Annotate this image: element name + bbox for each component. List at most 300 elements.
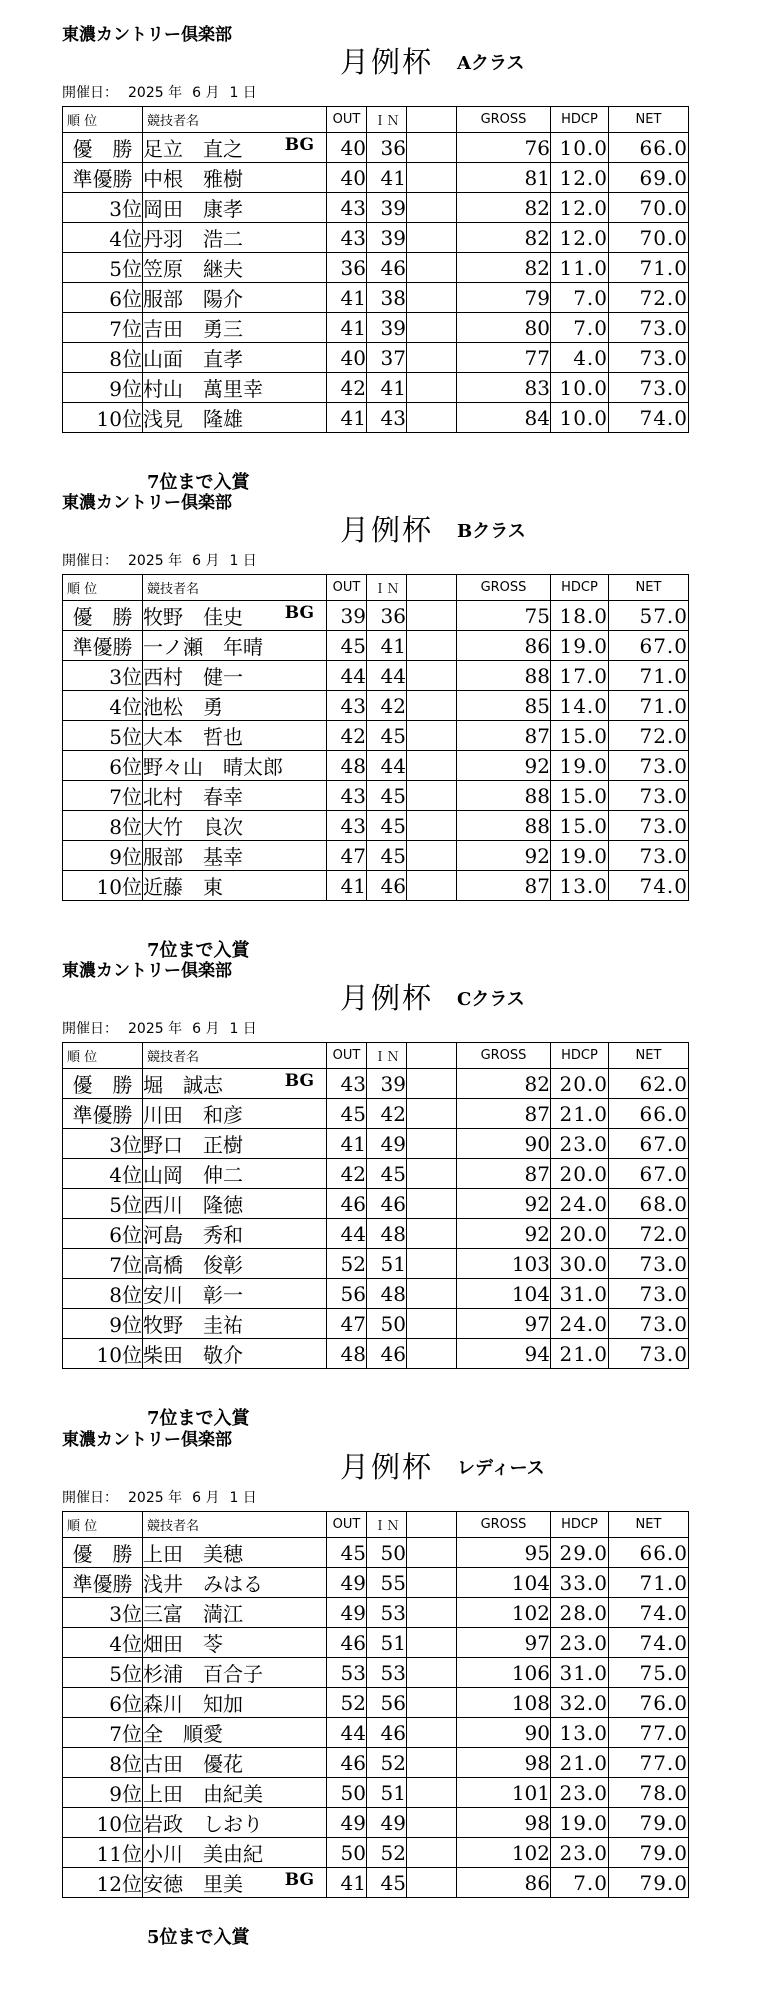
out-score-cell: 44 xyxy=(327,1718,367,1748)
player-name: 上田 由紀美 xyxy=(143,1782,263,1806)
out-score-cell: 47 xyxy=(327,841,367,871)
blank-cell xyxy=(407,1309,457,1339)
in-score-cell: 51 xyxy=(367,1778,407,1808)
column-header-blank xyxy=(407,1043,457,1069)
net-cell: 74.0 xyxy=(609,1628,689,1658)
rank-cell: 6位 xyxy=(63,283,143,313)
player-name: 大本 哲也 xyxy=(143,725,243,749)
tournament-title: 月例杯 xyxy=(340,45,434,79)
table-header-row xyxy=(63,107,689,133)
blank-cell xyxy=(407,193,457,223)
date-day: 1 日 xyxy=(229,85,257,101)
player-name: 山岡 伸二 xyxy=(143,1163,243,1187)
results-table xyxy=(62,106,689,433)
blank-cell xyxy=(407,691,457,721)
date-month: 6 月 xyxy=(192,85,220,101)
player-name-cell xyxy=(143,1249,327,1279)
rank-cell: 7位 xyxy=(63,1249,143,1279)
in-score-cell: 44 xyxy=(367,661,407,691)
gross-cell: 75 xyxy=(457,601,551,631)
rank-cell: 7位 xyxy=(63,1718,143,1748)
gross-cell: 81 xyxy=(457,163,551,193)
event-date xyxy=(62,1487,267,1507)
player-name: 川田 和彦 xyxy=(143,1103,243,1127)
out-score-cell: 43 xyxy=(327,811,367,841)
in-score-cell: 53 xyxy=(367,1598,407,1628)
in-score-cell: 36 xyxy=(367,133,407,163)
hdcp-cell: 13.0 xyxy=(551,871,609,901)
gross-cell: 88 xyxy=(457,811,551,841)
player-name-cell xyxy=(143,841,327,871)
net-cell: 69.0 xyxy=(609,163,689,193)
hdcp-cell: 10.0 xyxy=(551,403,609,433)
out-score-cell: 49 xyxy=(327,1568,367,1598)
blank-cell xyxy=(407,343,457,373)
in-score-cell: 43 xyxy=(367,403,407,433)
blank-cell xyxy=(407,1339,457,1369)
in-score-cell: 39 xyxy=(367,313,407,343)
player-name: 古田 優花 xyxy=(143,1752,243,1776)
net-cell: 66.0 xyxy=(609,133,689,163)
gross-cell: 83 xyxy=(457,373,551,403)
out-score-cell: 41 xyxy=(327,283,367,313)
in-score-cell: 42 xyxy=(367,1099,407,1129)
player-name: 大竹 良次 xyxy=(143,815,243,839)
net-cell: 76.0 xyxy=(609,1688,689,1718)
blank-cell xyxy=(407,631,457,661)
player-name-cell xyxy=(143,601,327,631)
table-row xyxy=(63,661,689,691)
player-name-cell xyxy=(143,721,327,751)
rank-cell: 4位 xyxy=(63,1159,143,1189)
in-score-cell: 39 xyxy=(367,1069,407,1099)
player-name: 野口 正樹 xyxy=(143,1133,243,1157)
player-name: 牧野 圭祐 xyxy=(143,1313,243,1337)
table-row xyxy=(63,1309,689,1339)
date-day: 1 日 xyxy=(229,1490,257,1506)
gross-cell: 98 xyxy=(457,1748,551,1778)
player-name-cell xyxy=(143,1099,327,1129)
column-header-in: ＩＮ xyxy=(367,1512,407,1538)
player-name-cell xyxy=(143,1069,327,1099)
column-header-name: 競技者名 xyxy=(143,1512,327,1538)
event-date xyxy=(62,82,267,102)
blank-cell xyxy=(407,1568,457,1598)
event-date xyxy=(62,550,267,570)
column-header-in: ＩＮ xyxy=(367,1043,407,1069)
gross-cell: 84 xyxy=(457,403,551,433)
date-month: 6 月 xyxy=(192,1490,220,1506)
out-score-cell: 53 xyxy=(327,1658,367,1688)
hdcp-cell: 23.0 xyxy=(551,1778,609,1808)
blank-cell xyxy=(407,1279,457,1309)
column-header-hdcp: HDCP xyxy=(551,575,609,601)
player-name: 服部 陽介 xyxy=(143,287,243,311)
rank-cell: 7位 xyxy=(63,313,143,343)
gross-cell: 86 xyxy=(457,631,551,661)
player-name-cell xyxy=(143,1628,327,1658)
in-score-cell: 51 xyxy=(367,1249,407,1279)
hdcp-cell: 12.0 xyxy=(551,193,609,223)
date-label: 開催日： xyxy=(62,85,118,101)
in-score-cell: 45 xyxy=(367,811,407,841)
blank-cell xyxy=(407,163,457,193)
rank-cell: 10位 xyxy=(63,403,143,433)
net-cell: 74.0 xyxy=(609,871,689,901)
player-name: 足立 直之 xyxy=(143,137,243,161)
club-name: 東濃カントリー倶楽部 xyxy=(62,1430,232,1450)
net-cell: 70.0 xyxy=(609,223,689,253)
gross-cell: 92 xyxy=(457,841,551,871)
rank-cell: 3位 xyxy=(63,1129,143,1159)
blank-cell xyxy=(407,1868,457,1898)
table-row xyxy=(63,1688,689,1718)
player-name: 牧野 佳史 xyxy=(143,605,243,629)
column-header-rank: 順 位 xyxy=(63,1043,143,1069)
player-name-cell xyxy=(143,1129,327,1159)
out-score-cell: 40 xyxy=(327,163,367,193)
player-name: 上田 美穂 xyxy=(143,1542,243,1566)
class-label: レディース xyxy=(457,1458,545,1479)
player-name-cell xyxy=(143,283,327,313)
column-header-net: NET xyxy=(609,1512,689,1538)
player-name: 森川 知加 xyxy=(143,1692,243,1716)
table-row xyxy=(63,283,689,313)
hdcp-cell: 32.0 xyxy=(551,1688,609,1718)
hdcp-cell: 31.0 xyxy=(551,1279,609,1309)
column-header-gross: GROSS xyxy=(457,575,551,601)
hdcp-cell: 15.0 xyxy=(551,811,609,841)
table-row xyxy=(63,313,689,343)
in-score-cell: 45 xyxy=(367,841,407,871)
table-row xyxy=(63,1598,689,1628)
out-score-cell: 47 xyxy=(327,1309,367,1339)
player-name: 小川 美由紀 xyxy=(143,1842,263,1866)
out-score-cell: 48 xyxy=(327,1339,367,1369)
gross-cell: 92 xyxy=(457,1189,551,1219)
in-score-cell: 48 xyxy=(367,1219,407,1249)
in-score-cell: 39 xyxy=(367,193,407,223)
net-cell: 73.0 xyxy=(609,1279,689,1309)
table-row xyxy=(63,751,689,781)
out-score-cell: 36 xyxy=(327,253,367,283)
blank-cell xyxy=(407,1129,457,1159)
player-name: 服部 基幸 xyxy=(143,845,243,869)
player-name-cell xyxy=(143,163,327,193)
player-name: 浅井 みはる xyxy=(143,1572,263,1596)
net-cell: 71.0 xyxy=(609,661,689,691)
hdcp-cell: 7.0 xyxy=(551,313,609,343)
in-score-cell: 53 xyxy=(367,1658,407,1688)
blank-cell xyxy=(407,1219,457,1249)
column-header-gross: GROSS xyxy=(457,107,551,133)
in-score-cell: 45 xyxy=(367,721,407,751)
column-header-gross: GROSS xyxy=(457,1043,551,1069)
gross-cell: 76 xyxy=(457,133,551,163)
gross-cell: 87 xyxy=(457,1159,551,1189)
net-cell: 73.0 xyxy=(609,343,689,373)
in-score-cell: 49 xyxy=(367,1808,407,1838)
column-header-rank: 順 位 xyxy=(63,575,143,601)
blank-cell xyxy=(407,1538,457,1568)
player-name-cell xyxy=(143,1718,327,1748)
column-header-name: 競技者名 xyxy=(143,107,327,133)
table-row xyxy=(63,871,689,901)
in-score-cell: 56 xyxy=(367,1688,407,1718)
rank-cell: 3位 xyxy=(63,1598,143,1628)
column-header-net: NET xyxy=(609,107,689,133)
player-name: 西川 隆徳 xyxy=(143,1193,243,1217)
player-name-cell xyxy=(143,1568,327,1598)
column-header-hdcp: HDCP xyxy=(551,107,609,133)
date-year: 2025 年 xyxy=(128,85,183,101)
page-title xyxy=(340,508,526,549)
player-name-cell xyxy=(143,631,327,661)
rank-cell: 6位 xyxy=(63,1688,143,1718)
blank-cell xyxy=(407,1748,457,1778)
table-row xyxy=(63,1249,689,1279)
gross-cell: 95 xyxy=(457,1538,551,1568)
out-score-cell: 43 xyxy=(327,781,367,811)
hdcp-cell: 23.0 xyxy=(551,1129,609,1159)
gross-cell: 86 xyxy=(457,1868,551,1898)
table-row xyxy=(63,841,689,871)
blank-cell xyxy=(407,1838,457,1868)
page-title xyxy=(340,976,525,1017)
gross-cell: 90 xyxy=(457,1129,551,1159)
net-cell: 67.0 xyxy=(609,1129,689,1159)
out-score-cell: 46 xyxy=(327,1748,367,1778)
in-score-cell: 45 xyxy=(367,1159,407,1189)
rank-cell: 8位 xyxy=(63,1748,143,1778)
hdcp-cell: 7.0 xyxy=(551,1868,609,1898)
gross-cell: 82 xyxy=(457,253,551,283)
column-header-out: OUT xyxy=(327,1043,367,1069)
rank-cell: 優 勝 xyxy=(63,1538,143,1568)
table-row xyxy=(63,1718,689,1748)
player-name: 近藤 東 xyxy=(143,875,223,899)
player-name-cell xyxy=(143,313,327,343)
column-header-rank: 順 位 xyxy=(63,107,143,133)
hdcp-cell: 10.0 xyxy=(551,133,609,163)
player-name-cell xyxy=(143,373,327,403)
in-score-cell: 50 xyxy=(367,1309,407,1339)
results-table xyxy=(62,1511,689,1898)
page-title xyxy=(340,40,524,81)
player-name-cell xyxy=(143,343,327,373)
blank-cell xyxy=(407,841,457,871)
in-score-cell: 41 xyxy=(367,163,407,193)
player-name: 岩政 しおり xyxy=(143,1812,263,1836)
in-score-cell: 46 xyxy=(367,1718,407,1748)
gross-cell: 102 xyxy=(457,1838,551,1868)
rank-cell: 9位 xyxy=(63,841,143,871)
rank-cell: 4位 xyxy=(63,223,143,253)
rank-cell: 5位 xyxy=(63,1189,143,1219)
blank-cell xyxy=(407,1628,457,1658)
column-header-name: 競技者名 xyxy=(143,575,327,601)
gross-cell: 92 xyxy=(457,751,551,781)
out-score-cell: 40 xyxy=(327,343,367,373)
player-name: 中根 雅樹 xyxy=(143,167,243,191)
hdcp-cell: 4.0 xyxy=(551,343,609,373)
date-label: 開催日： xyxy=(62,553,118,569)
hdcp-cell: 29.0 xyxy=(551,1538,609,1568)
prize-note: 7位まで入賞 xyxy=(147,940,250,961)
rank-cell: 8位 xyxy=(63,811,143,841)
hdcp-cell: 14.0 xyxy=(551,691,609,721)
player-name-cell xyxy=(143,133,327,163)
net-cell: 62.0 xyxy=(609,1069,689,1099)
table-row xyxy=(63,1538,689,1568)
player-name: 丹羽 浩二 xyxy=(143,227,243,251)
net-cell: 73.0 xyxy=(609,841,689,871)
date-year: 2025 年 xyxy=(128,1021,183,1037)
player-name: 吉田 勇三 xyxy=(143,317,243,341)
column-header-out: OUT xyxy=(327,1512,367,1538)
in-score-cell: 38 xyxy=(367,283,407,313)
player-name: 北村 春幸 xyxy=(143,785,243,809)
out-score-cell: 52 xyxy=(327,1249,367,1279)
net-cell: 71.0 xyxy=(609,691,689,721)
event-date xyxy=(62,1018,267,1038)
player-name-cell xyxy=(143,253,327,283)
gross-cell: 94 xyxy=(457,1339,551,1369)
net-cell: 73.0 xyxy=(609,1249,689,1279)
best-gross-badge: BG xyxy=(284,1870,314,1890)
player-name-cell xyxy=(143,1598,327,1628)
hdcp-cell: 10.0 xyxy=(551,373,609,403)
gross-cell: 92 xyxy=(457,1219,551,1249)
player-name: 一ノ瀬 年晴 xyxy=(143,635,263,659)
in-score-cell: 46 xyxy=(367,871,407,901)
table-row xyxy=(63,1069,689,1099)
player-name-cell xyxy=(143,1538,327,1568)
hdcp-cell: 30.0 xyxy=(551,1249,609,1279)
hdcp-cell: 28.0 xyxy=(551,1598,609,1628)
out-score-cell: 43 xyxy=(327,1069,367,1099)
date-day: 1 日 xyxy=(229,553,257,569)
out-score-cell: 39 xyxy=(327,601,367,631)
class-label: Aクラス xyxy=(457,53,525,74)
in-score-cell: 55 xyxy=(367,1568,407,1598)
blank-cell xyxy=(407,373,457,403)
gross-cell: 77 xyxy=(457,343,551,373)
club-name: 東濃カントリー倶楽部 xyxy=(62,493,232,513)
in-score-cell: 48 xyxy=(367,1279,407,1309)
table-row xyxy=(63,1099,689,1129)
net-cell: 73.0 xyxy=(609,373,689,403)
in-score-cell: 36 xyxy=(367,601,407,631)
table-row xyxy=(63,133,689,163)
rank-cell: 6位 xyxy=(63,1219,143,1249)
player-name: 山面 直孝 xyxy=(143,347,243,371)
player-name: 河島 秀和 xyxy=(143,1223,243,1247)
column-header-hdcp: HDCP xyxy=(551,1512,609,1538)
blank-cell xyxy=(407,1099,457,1129)
rank-cell: 9位 xyxy=(63,1309,143,1339)
gross-cell: 98 xyxy=(457,1808,551,1838)
player-name: 浅見 隆雄 xyxy=(143,407,243,431)
hdcp-cell: 21.0 xyxy=(551,1099,609,1129)
player-name: 高橋 俊彰 xyxy=(143,1253,243,1277)
net-cell: 79.0 xyxy=(609,1838,689,1868)
player-name: 全 順愛 xyxy=(143,1722,223,1746)
column-header-blank xyxy=(407,107,457,133)
rank-cell: 5位 xyxy=(63,721,143,751)
out-score-cell: 44 xyxy=(327,1219,367,1249)
date-label: 開催日： xyxy=(62,1021,118,1037)
out-score-cell: 45 xyxy=(327,1099,367,1129)
net-cell: 72.0 xyxy=(609,721,689,751)
blank-cell xyxy=(407,1189,457,1219)
in-score-cell: 51 xyxy=(367,1628,407,1658)
blank-cell xyxy=(407,283,457,313)
player-name-cell xyxy=(143,1309,327,1339)
gross-cell: 97 xyxy=(457,1309,551,1339)
rank-cell: 準優勝 xyxy=(63,1568,143,1598)
hdcp-cell: 24.0 xyxy=(551,1189,609,1219)
rank-cell: 9位 xyxy=(63,373,143,403)
rank-cell: 優 勝 xyxy=(63,601,143,631)
prize-note: 7位まで入賞 xyxy=(147,472,250,493)
out-score-cell: 40 xyxy=(327,133,367,163)
player-name-cell xyxy=(143,1159,327,1189)
rank-cell: 11位 xyxy=(63,1838,143,1868)
table-row xyxy=(63,781,689,811)
in-score-cell: 52 xyxy=(367,1838,407,1868)
gross-cell: 82 xyxy=(457,223,551,253)
date-year: 2025 年 xyxy=(128,1490,183,1506)
table-row xyxy=(63,373,689,403)
out-score-cell: 44 xyxy=(327,661,367,691)
table-row xyxy=(63,193,689,223)
out-score-cell: 50 xyxy=(327,1778,367,1808)
out-score-cell: 48 xyxy=(327,751,367,781)
rank-cell: 4位 xyxy=(63,691,143,721)
blank-cell xyxy=(407,1159,457,1189)
gross-cell: 103 xyxy=(457,1249,551,1279)
hdcp-cell: 24.0 xyxy=(551,1309,609,1339)
blank-cell xyxy=(407,1688,457,1718)
player-name-cell xyxy=(143,751,327,781)
table-row xyxy=(63,223,689,253)
player-name-cell xyxy=(143,1658,327,1688)
blank-cell xyxy=(407,811,457,841)
table-row xyxy=(63,163,689,193)
date-day: 1 日 xyxy=(229,1021,257,1037)
blank-cell xyxy=(407,223,457,253)
player-name: 柴田 敬介 xyxy=(143,1343,243,1367)
net-cell: 78.0 xyxy=(609,1778,689,1808)
table-row xyxy=(63,1868,689,1898)
class-label: Cクラス xyxy=(457,989,525,1010)
blank-cell xyxy=(407,601,457,631)
in-score-cell: 46 xyxy=(367,1339,407,1369)
player-name-cell xyxy=(143,1838,327,1868)
rank-cell: 3位 xyxy=(63,661,143,691)
gross-cell: 85 xyxy=(457,691,551,721)
column-header-out: OUT xyxy=(327,575,367,601)
net-cell: 73.0 xyxy=(609,1339,689,1369)
net-cell: 72.0 xyxy=(609,1219,689,1249)
blank-cell xyxy=(407,1249,457,1279)
table-row xyxy=(63,1189,689,1219)
blank-cell xyxy=(407,133,457,163)
hdcp-cell: 31.0 xyxy=(551,1658,609,1688)
table-row xyxy=(63,1808,689,1838)
rank-cell: 優 勝 xyxy=(63,1069,143,1099)
